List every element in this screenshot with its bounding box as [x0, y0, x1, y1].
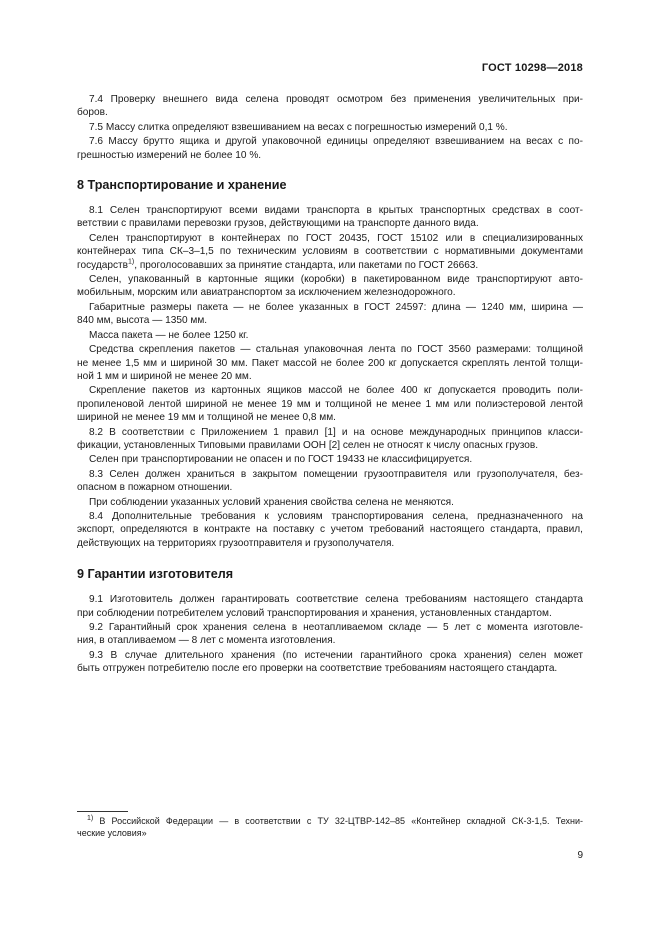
text-fragment: государств [77, 259, 128, 271]
section-8-heading: 8 Транспортирование и хранение [77, 178, 287, 193]
paragraph-8-1-containers [77, 232, 583, 272]
text-line: фикации, установленных Типовыми правилами ООН [2] селен не относят к числу опасных грузов. [77, 439, 539, 451]
paragraph-9-2 [77, 621, 583, 648]
text-line: экспорт, определяются в контракте на поставку с учетом требований настоящего стандарта, правил, [77, 524, 583, 536]
text-line: Скрепление пакетов из картонных ящиков массой не более 400 кг допускается проводить поли- [89, 385, 583, 397]
text-line: быть отгружен потребителю после его проверки на соответствие требованиям настоящего стандарта. [77, 663, 558, 675]
section-9-heading: 9 Гарантии изготовителя [77, 567, 234, 582]
paragraph-8-1-dimensions [77, 301, 583, 328]
text-line: 8.3 Селен должен храниться в закрытом помещении грузоотправителя или грузополучателя, без- [89, 468, 583, 480]
page-number: 9 [577, 850, 583, 861]
text-line: Селен, упакованный в картонные ящики (коробки) в пакетированном виде транспортируют авто- [89, 274, 583, 286]
paragraph-7-4 [77, 93, 583, 120]
text-line: 8.2 В соответствии с Приложением 1 правил [1] и на основе международных принципов класси- [89, 426, 583, 438]
text-line: грешностью измерений не более 10 %. [77, 149, 262, 161]
text-line: ния, в отапливаемом — 8 лет с момента изготовления. [77, 635, 336, 647]
footnote-marker: 1) [87, 815, 94, 822]
footnote [77, 815, 583, 839]
text-line: 8.4 Дополнительные требования к условиям транспортирования селена, предназначенного на [89, 510, 583, 522]
text-line [77, 259, 583, 272]
text-line: 7.5 Массу слитка определяют взвешиванием на весах с погрешностью измерений 0,1 %. [89, 121, 508, 133]
text-line: при соблюдении потребителем условий транспортирования и хранения, установленных стандартом. [77, 607, 552, 619]
text-line: шириной не менее 19 мм и толщиной не менее 0,8 мм. [77, 412, 336, 424]
text-line: не менее 1,5 мм и шириной 30 мм. Пакет массой не более 200 кг допускается скреплять лентой толщи- [77, 357, 583, 369]
text-line: 9.3 В случае длительного хранения (по истечении гарантийного срока хранения) селен может [89, 649, 583, 661]
paragraph-8-4 [77, 510, 583, 550]
text-fragment: , проголосовавших за принятие стандарта, или пакетами по ГОСТ 26663. [134, 259, 479, 271]
paragraph-8-1-strapping [77, 343, 583, 383]
text-line: действующих на территориях грузоотправителя и грузополучателя. [77, 537, 395, 549]
text-line: Габаритные размеры пакета — не более указанных в ГОСТ 24597: длина — 1240 мм, ширина — [89, 301, 583, 313]
text-line: 840 мм, высота — 1350 мм. [77, 315, 208, 327]
text-line: 7.4 Проверку внешнего вида селена проводят осмотром без применения увеличительных при- [89, 94, 583, 105]
footnote-line: ческие условия» [77, 828, 147, 838]
paragraph-8-3 [77, 468, 583, 495]
text-line: опасном в пожарном отношении. [77, 482, 233, 494]
text-line: Селен транспортируют в контейнерах по ГОСТ 20435, ГОСТ 15102 или в специализированных [89, 232, 583, 244]
text-line: мобильным, морским или авиатранспортом за исключением железнодорожного. [77, 287, 456, 299]
text-line: 8.1 Селен транспортируют всеми видами транспорта в крытых транспортных средствах в соот- [89, 205, 583, 217]
footnote-text: В Российской Федерации — в соответствии с ТУ 32-ЦТВР-142–85 «Контейнер складной СК-3-1,5. Техни- [93, 816, 583, 826]
text-line: ной 1 мм и шириной не менее 20 мм. [77, 370, 252, 382]
paragraph-8-2-hazard [77, 453, 583, 466]
paragraph-8-1-cardboard [77, 384, 583, 424]
paragraph-8-1 [77, 204, 583, 231]
text-line: Селен при транспортировании не опасен и по ГОСТ 19433 не классифицируется. [89, 454, 473, 466]
paragraph-7-5 [77, 121, 583, 134]
text-line: контейнерах типа СК–3–1,5 по техническим условиям в соответствии с нормативными документами [77, 246, 583, 258]
document-header: ГОСТ 10298—2018 [481, 62, 583, 74]
text-line: 9.2 Гарантийный срок хранения селена в неотапливаемом складе — 5 лет с момента изготовле- [89, 622, 583, 633]
text-line: пропиленовой лентой шириной не менее 19 мм и толщиной не менее 1 мм или полиэстеровой лентой [77, 398, 583, 410]
paragraph-8-1-boxes [77, 273, 583, 300]
text-line: 9.1 Изготовитель должен гарантировать соответствие селена требованиям настоящего стандарта [89, 594, 583, 606]
text-line: При соблюдении указанных условий хранения свойства селена не меняются. [89, 496, 454, 508]
document-body [77, 93, 583, 677]
paragraph-8-2 [77, 426, 583, 453]
paragraph-8-1-mass [77, 329, 583, 342]
text-line: ветствии с правилами перевозки грузов, действующими на транспорте данного вида. [77, 218, 479, 230]
footnote-ref[interactable]: 1) [127, 258, 135, 266]
paragraph-9-1 [77, 593, 583, 620]
text-line: Масса пакета — не более 1250 кг. [89, 329, 249, 341]
footnote-divider [77, 811, 128, 812]
paragraph-7-6 [77, 135, 583, 162]
footnote-line [77, 815, 583, 827]
text-line: Средства скрепления пакетов — стальная упаковочная лента по ГОСТ 3560 размерами: толщиной [89, 344, 583, 356]
paragraph-9-3 [77, 649, 583, 676]
text-line: 7.6 Массу брутто ящика и другой упаковочной единицы определяют взвешиванием на весах с по- [89, 136, 583, 148]
paragraph-8-3-properties [77, 496, 583, 509]
text-line: боров. [77, 107, 108, 119]
